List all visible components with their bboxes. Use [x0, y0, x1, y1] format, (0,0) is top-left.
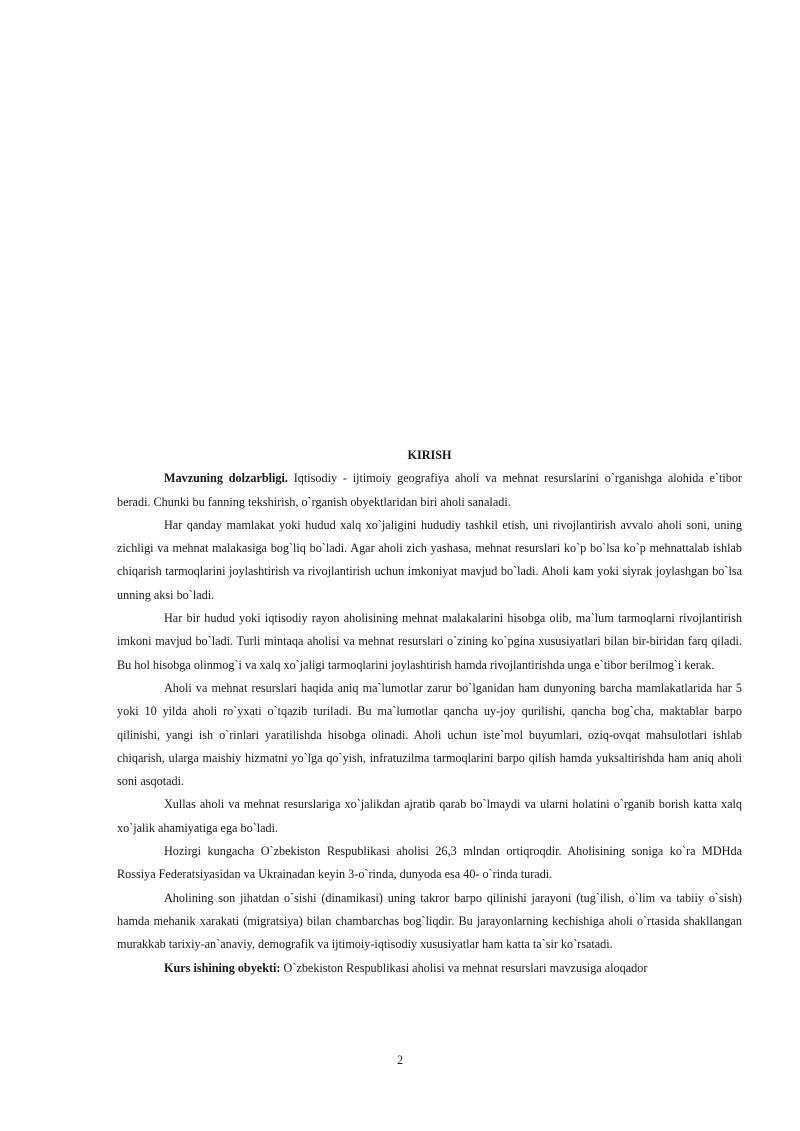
- paragraph: [117, 607, 742, 677]
- paragraph-text: Aholining son jihatdan o`sishi (dinamikasi) uning takror barpo qilinishi jarayoni (tug`ilish, o`lim va tabiiy o`sish) hamda mehanik xarakati (migratsiya) bilan chambarchas bog`liqdir. Bu jarayonlarning kechishiga aholi o`rtasida shakllangan murakkab tarixiy-an`anaviy, demografik va ijtimoiy-iqtisodiy xususiyatlar ham katta ta`sir ko`rsatadi.: [117, 890, 742, 952]
- paragraph-lead: Kurs ishining obyekti:: [164, 960, 281, 975]
- paragraph-text: Iqtisodiy - ijtimoiy geografiya aholi va mehnat resurslarini o`rganishga alohida e`tibor beradi. Chunki bu fanning tekshirish, o`rganish obyektlaridan biri aholi sanaladi.: [117, 471, 742, 509]
- paragraph-text: O`zbekiston Respublikasi aholisi va mehnat resurslari mavzusiga aloqador: [280, 960, 648, 975]
- paragraph-lead: Mavzuning dolzarbligi.: [164, 471, 288, 486]
- paragraph-text: Aholi va mehnat resurslari haqida aniq ma`lumotlar zarur bo`lganidan ham dunyoning barcha mamlakatlarida har 5 yoki 10 yilda aholi ro`yxati o`tqazib turiladi. Bu ma`lumotlar qancha uy-joy qurilishi, qancha bog`cha, maktablar barpo qilinishi, yangi ish o`rinlari yaratilishda hisobga olinadi. Aholi uchun iste`mol buyumlari, oziq-ovqat mahsulotlari ishlab chiqarish, ularga maishiy hizmatni yo`lga qo`yish, infratuzilma tarmoqlarini barpo qilish hamda yuksaltirishda ham aniq aholi soni asqotadi.: [117, 680, 742, 789]
- paragraph-text: Xullas aholi va mehnat resurslariga xo`jalikdan ajratib qarab bo`lmaydi va ularni holatini o`rganib borish katta xalq xo`jalik ahamiyatiga ega bo`ladi.: [117, 797, 742, 835]
- paragraph-text: Hozirgi kungacha O`zbekiston Respublikasi aholisi 26,3 mlndan ortiqroqdir. Aholisining soniga ko`ra MDHda Rossiya Federatsiyasidan va Ukrainadan keyin 3-o`rinda, dunyoda esa 40- o`rinda turadi.: [117, 844, 742, 882]
- paragraph: [117, 887, 742, 957]
- paragraph: [117, 514, 742, 607]
- paragraph: [117, 840, 742, 887]
- paragraph: [117, 467, 742, 514]
- page-number: 2: [396, 1053, 404, 1067]
- section-heading: KIRISH: [407, 448, 452, 462]
- paragraph-text: Har qanday mamlakat yoki hudud xalq xo`jaligini hududiy tashkil etish, uni rivojlantirish avvalo aholi soni, uning zichligi va mehnat malakasiga bog`liq bo`ladi. Agar aholi zich yashasa, mehnat resurslari ko`p bo`lsa ko`p mehnattalab ishlab chiqarish tarmoqlarini joylashtirish va rivojlantirish uchun imkoniyat mavjud bo`ladi. Aholi kam yoki siyrak joylashgan bo`lsa unning aksi bo`ladi.: [117, 517, 742, 602]
- paragraph: [117, 677, 742, 793]
- paragraph: [117, 957, 742, 980]
- paragraph-text: Har bir hudud yoki iqtisodiy rayon aholisining mehnat malakalarini hisobga olib, ma`lum tarmoqlarni rivojlantirish imkoni mavjud bo`ladi. Turli mintaqa aholisi va mehnat resurslari o`zining ko`pgina xususiyatlari bilan bir-biridan farq qiladi. Bu hol hisobga olinmog`i va xalq xo`jaligi tarmoqlarini joylashtirish hamda rivojlantirishda unga e`tibor berilmog`i kerak.: [117, 611, 742, 672]
- document-body: [117, 444, 742, 980]
- paragraph: [117, 793, 742, 840]
